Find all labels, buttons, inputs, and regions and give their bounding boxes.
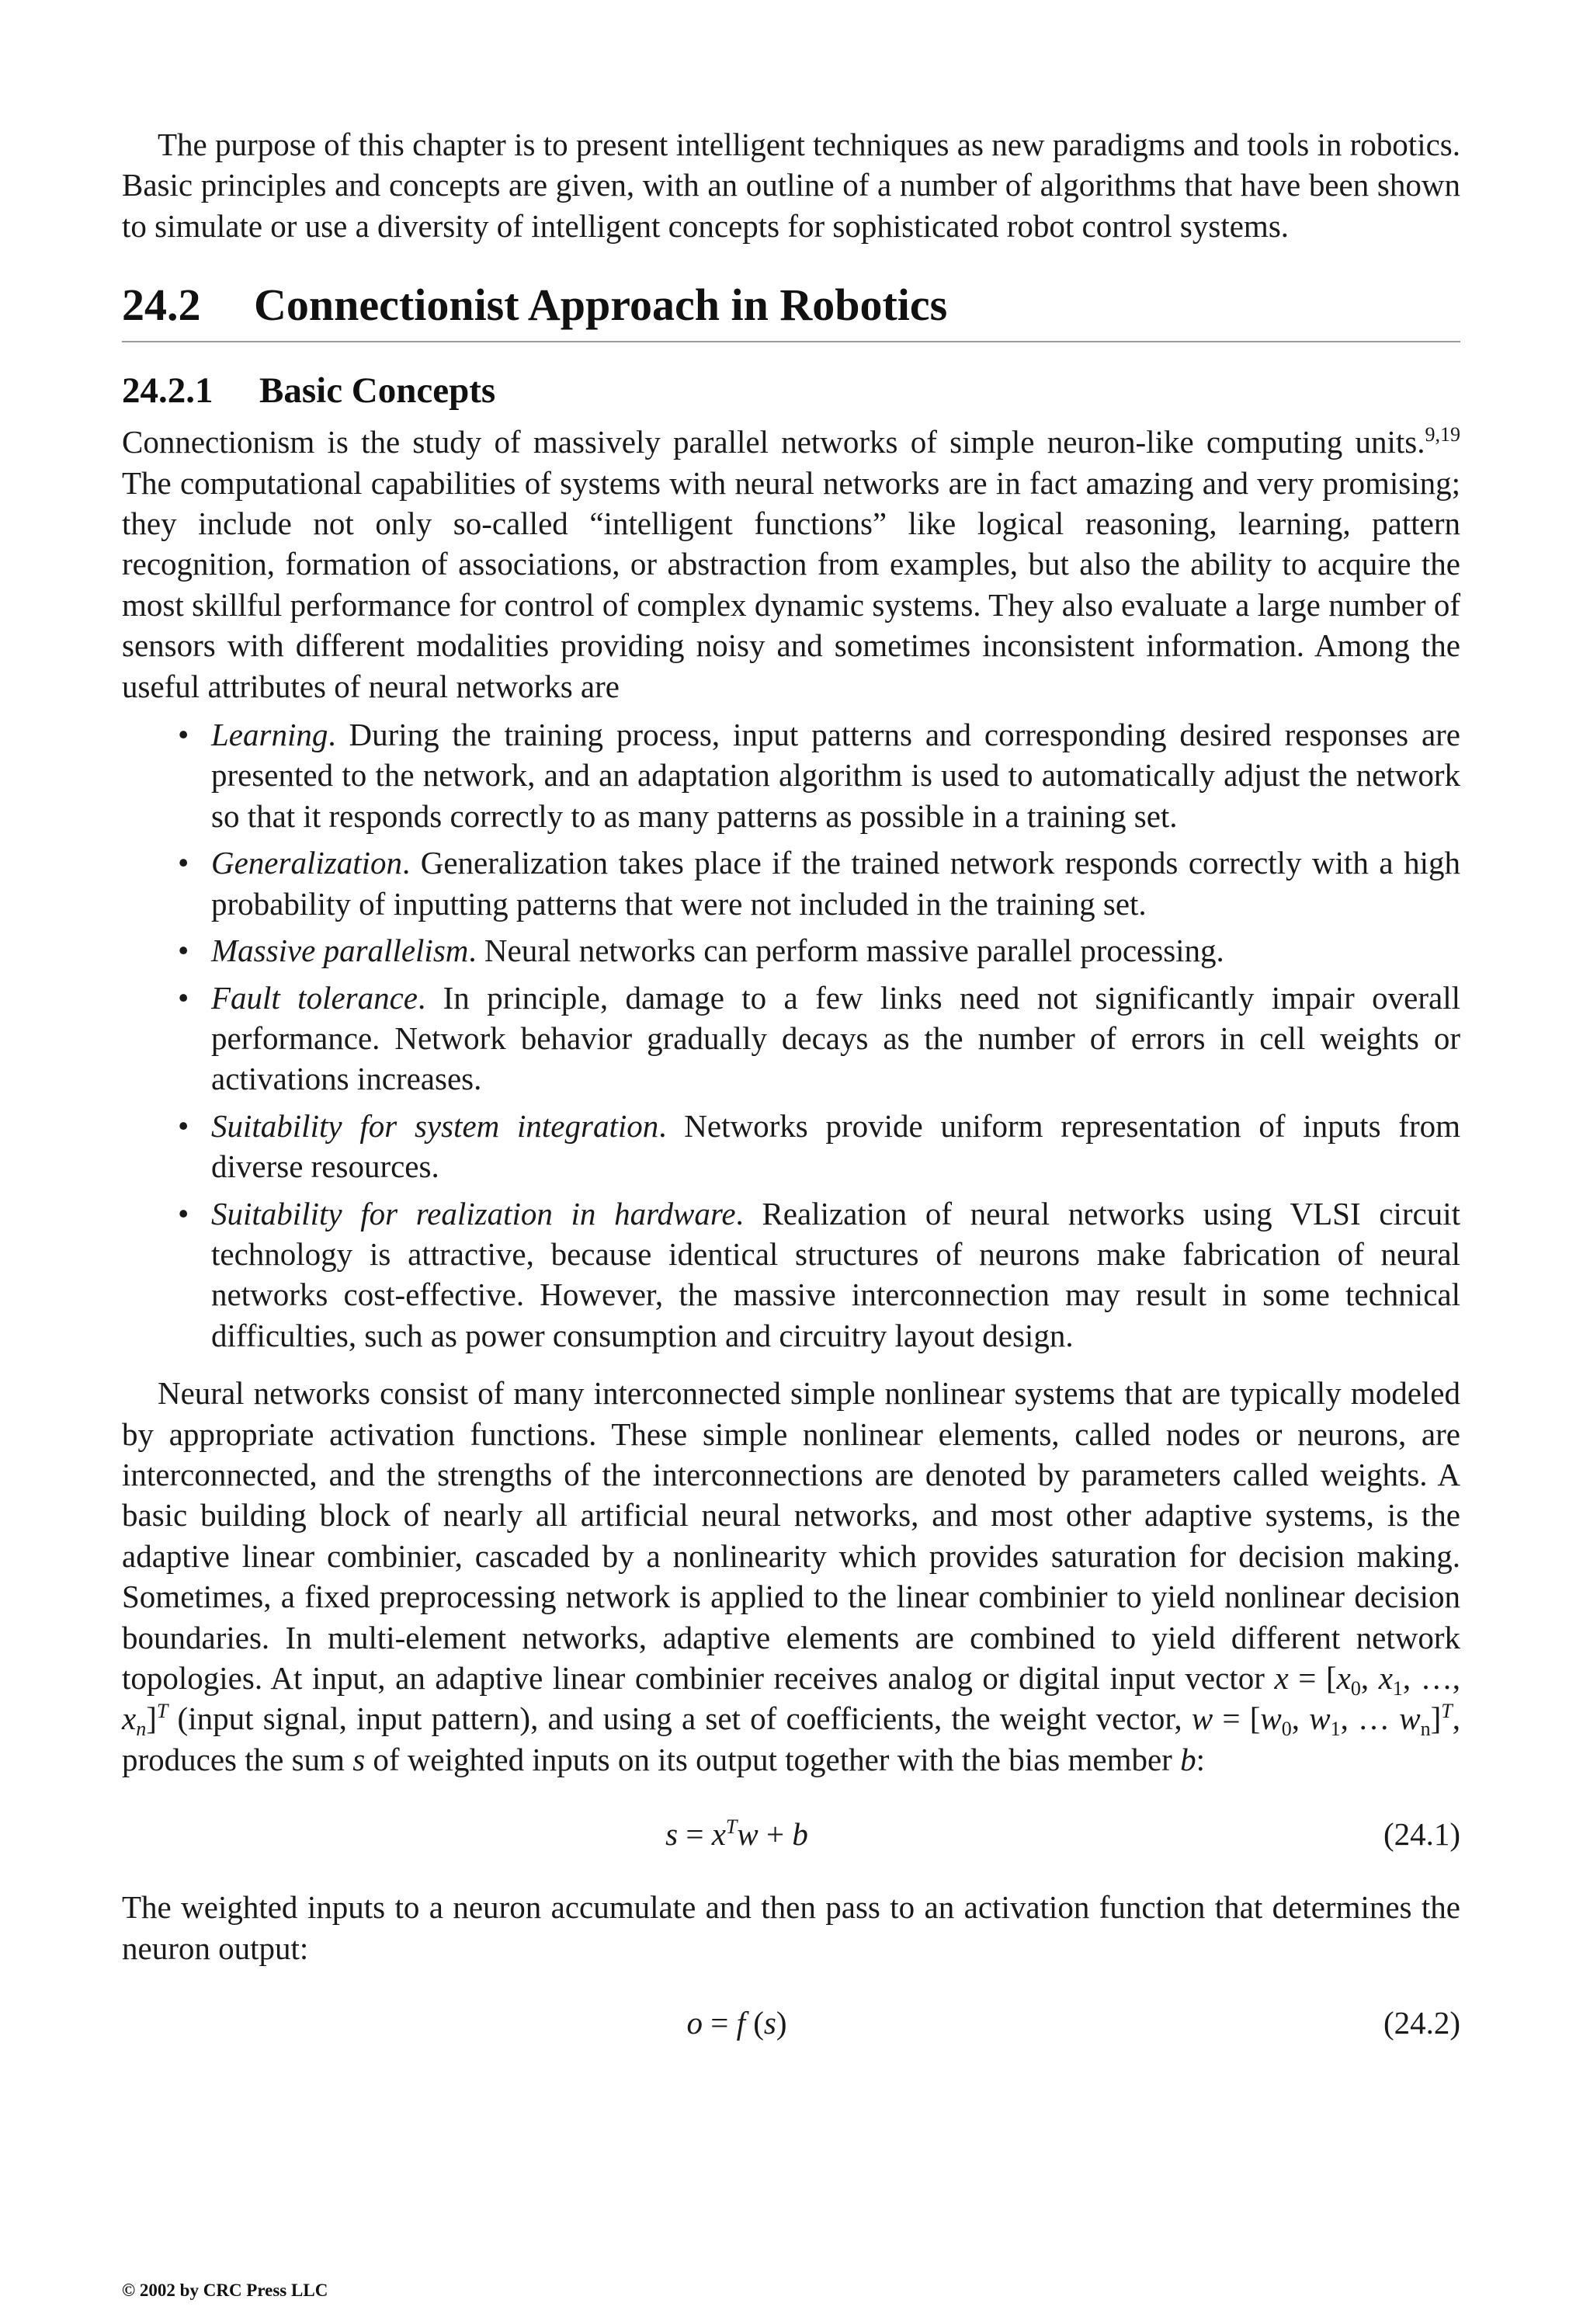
section-number: 24.2 xyxy=(122,280,201,331)
subsection-number: 24.2.1 xyxy=(122,370,214,412)
weight-vector-math: $w = [w_0$, $w_1$, … $w_n]^T$ xyxy=(1191,1700,1453,1741)
paragraph-connectionism: Connectionism is the study of massively parallel networks of simple neuron-like computing units.$^{9,19}$ The computational capabilities of systems with neural networks are in fact amazing and very promising; they include not only so-called “intelligent functions” like logical reasoning, learning, pattern recognition, formation of associations, or abstraction from examples, but also the ability to acquire the most skillful performance for control of complex dynamic systems. They also evaluate a large number of sensors with different modalities providing noisy and sometimes inconsistent information. Among the useful attributes of neural networks are xyxy=(122,423,1460,704)
paragraph-neural-networks: Neural networks consist of many interconnected simple nonlinear systems that are typically modeled by appropriate activation functions. These simple nonlinear elements, called nodes or neurons, are interconnected, and the strengths of the interconnections are denoted by parameters called weights. A basic building block of nearly all artificial neural networks, and most other adaptive systems, is the adaptive linear combinier, cascaded by a nonlinearity which provides saturation for decision making. Sometimes, a fixed preprocessing network is applied to the linear combinier to yield nonlinear decision boundaries. In multi-element networks, adaptive elements are combined to yield different network topologies. At input, an adaptive linear combinier receives analog or digital input vector $x = [x_0$, $x_1$, …, $x_n]^T$ (input signal, input pattern), and using a set of coefficients, the weight vector, $w = [w_0$, $w_1$, … $w_n]^T$, produces the sum s of weighted inputs on its output together with the bias member b: xyxy=(122,1375,1461,1777)
bullet-icon: • xyxy=(178,933,189,969)
list-item: • Massive parallelism. Neural networks can perform massive parallel processing. xyxy=(122,930,1460,971)
attributes-list xyxy=(122,714,1460,1356)
bullet-icon: • xyxy=(178,979,189,1016)
bias-symbol: b xyxy=(1180,1741,1196,1777)
list-item: • Generalization. Generalization takes place if the trained network responds correctly with a high probability of inputting patterns that were not included in the training set. xyxy=(122,842,1460,924)
copyright-footer: © 2002 by CRC Press LLC xyxy=(122,2281,328,2300)
sum-symbol: s xyxy=(352,1741,366,1777)
section-heading xyxy=(122,280,1460,342)
equation-expression: o = f (s) xyxy=(686,2005,787,2041)
equation-24-1 xyxy=(122,1814,1460,1854)
equation-expression: $s = x^Tw + b$ xyxy=(665,1815,808,1853)
bullet-icon: • xyxy=(178,1107,189,1144)
equation-number: (24.2) xyxy=(1383,2005,1460,2041)
subsection-heading xyxy=(122,369,1460,412)
paragraph-weighted-inputs: The weighted inputs to a neuron accumulate and then pass to an activation function that determines the neuron output: xyxy=(122,1889,1460,1966)
section-title: Connectionist Approach in Robotics xyxy=(254,280,948,331)
input-vector-math: $x = [x_0$, $x_1$, …, $x_n]^T$ xyxy=(122,1660,1461,1741)
page-body xyxy=(122,124,1460,2076)
equation-number: (24.1) xyxy=(1383,1816,1460,1853)
bullet-icon: • xyxy=(178,717,189,753)
reference-superscript: 9,19 xyxy=(1425,423,1460,446)
list-item: • Suitability for realization in hardware. Realization of neural networks using VLSI circuit technology is attractive, because identical structures of neurons make fabrication of neural networks cost-effective. However, the massive interconnection may result in some technical difficulties, such as power consumption and circuitry layout design. xyxy=(122,1193,1460,1357)
list-item: • Learning. During the training process, input patterns and corresponding desired responses are presented to the network, and an adaptation algorithm is used to automatically adjust the network so that it responds correctly to as many patterns as possible in a training set. xyxy=(122,714,1460,836)
list-item: • Fault tolerance. In principle, damage to a few links need not significantly impair overall performance. Network behavior gradually decays as the number of errors in cell weights or activations increases. xyxy=(122,978,1460,1099)
bullet-icon: • xyxy=(178,1195,189,1231)
equation-24-2 xyxy=(122,2003,1460,2043)
list-item: • Suitability for system integration. Networks provide uniform representation of inputs from diverse resources. xyxy=(122,1106,1460,1187)
bullet-icon: • xyxy=(178,845,189,881)
intro-paragraph: The purpose of this chapter is to present intelligent techniques as new paradigms and tools in robotics. Basic principles and concepts are given, with an outline of a number of algorithms that have been shown to simulate or use a diversity of intelligent concepts for sophisticated robot control systems. xyxy=(122,127,1460,244)
subsection-title: Basic Concepts xyxy=(259,370,496,412)
